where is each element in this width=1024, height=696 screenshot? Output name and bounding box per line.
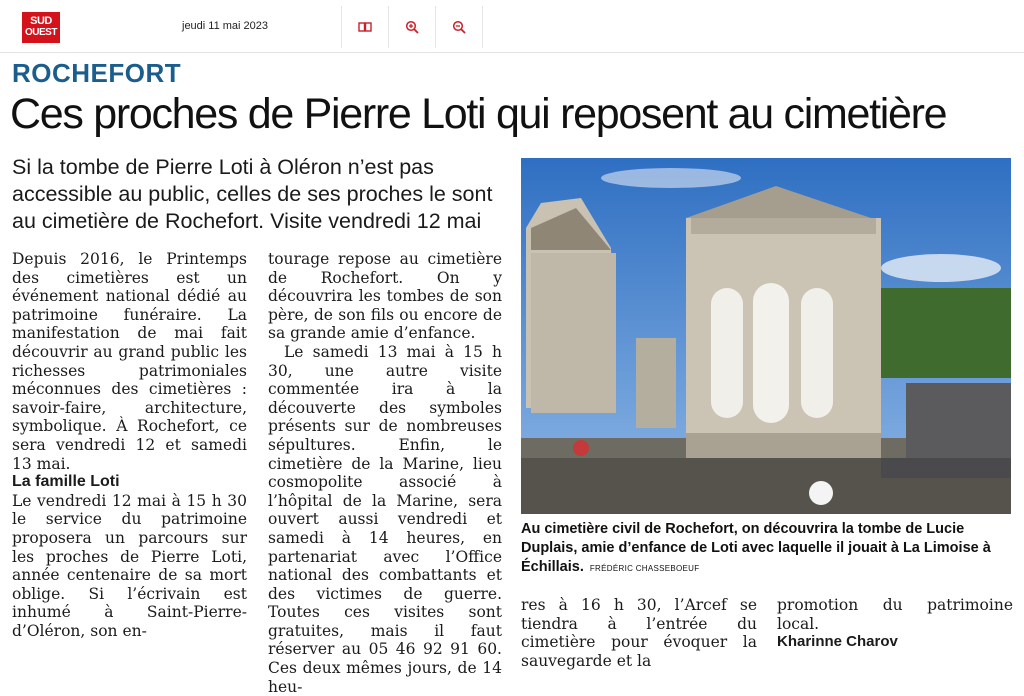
photo-caption <box>521 520 1013 578</box>
section-kicker: ROCHEFORT <box>12 58 182 88</box>
body-paragraph: tourage repose au cimetière de Rochefort. On y découvrira les tombes de son père, de son fils ou encore de sa grande amie d’enfance. <box>268 250 502 343</box>
reader-toolbar <box>0 0 1024 53</box>
article-lead: Si la tombe de Pierre Loti à Oléron n’est pas accessible au public, celles de ses proches le sont au cimetière de Rochefort. Visite vendredi 12 mai <box>12 155 493 233</box>
cemetery-photo <box>521 158 1011 514</box>
article-column-4 <box>777 596 1013 652</box>
edition-date: jeudi 11 mai 2023 <box>182 20 269 32</box>
photo-credit: FRÉDÉRIC CHASSEBOEUF <box>589 564 700 573</box>
zoom-in-button[interactable] <box>388 6 435 48</box>
article-column-1 <box>12 250 247 640</box>
body-paragraph: Depuis 2016, le Printemps des cimetières est un événement national dédié au patrimoine funéraire. La manifestation de mai fait découvrir au grand public les richesses patrimoniales méconnues des cimetières : savoir-faire, architecture, symbolique. À Rochefort, ce sera vendredi 12 et samedi 13 mai. <box>12 250 247 473</box>
page-view-button[interactable] <box>341 6 388 48</box>
body-paragraph: Le vendredi 12 mai à 15 h 30 le service du patrimoine proposera un parcours sur les proches de Pierre Loti, année centenaire de sa mort oblige. Si l’écrivain est inhumé à Saint-Pierre-d’Oléron, son en- <box>12 491 247 640</box>
zoom-in-icon <box>405 20 419 34</box>
author-byline: Kharinne Charov <box>777 633 898 651</box>
body-paragraph: Le samedi 13 mai à 15 h 30, une autre visite commentée ira à la découverte des symboles présents sur de nombreuses sépultures. Enfin, le cimetière de la Marine, lieu cosmopolite associé à l’hôpital de la Marine, sera ouvert aussi vendredi et samedi à 14 heures, en partenariat avec l’Office national des combattants et des victimes de guerre. Toutes ces visites sont gratuites, mais il faut réserver au 05 46 92 91 60. Ces deux mêmes jours, de 14 heu- <box>268 342 502 696</box>
zoom-out-button[interactable] <box>435 6 483 48</box>
sud-ouest-logo[interactable] <box>22 12 60 43</box>
book-open-icon <box>358 20 372 34</box>
logo-line-1: SUD <box>30 15 52 27</box>
logo-line-2: OUEST <box>25 27 57 38</box>
intertitle: La famille Loti <box>12 473 120 491</box>
caption-text: Au cimetière civil de Rochefort, on découvrira la tombe de Lucie Duplais, amie d’enfance de Loti avec laquelle il jouait à La Limoise à Échillais. <box>521 521 991 575</box>
body-paragraph: res à 16 h 30, l’Arcef se tiendra à l’entrée du cimetière pour évoquer la sauvegarde et la <box>521 596 757 670</box>
article-column-2 <box>268 250 502 696</box>
zoom-out-icon <box>452 20 466 34</box>
body-paragraph: promotion du patrimoine local. <box>777 596 1013 633</box>
article-headline: Ces proches de Pierre Loti qui reposent au cimetière <box>10 90 947 138</box>
article-column-3 <box>521 596 757 670</box>
